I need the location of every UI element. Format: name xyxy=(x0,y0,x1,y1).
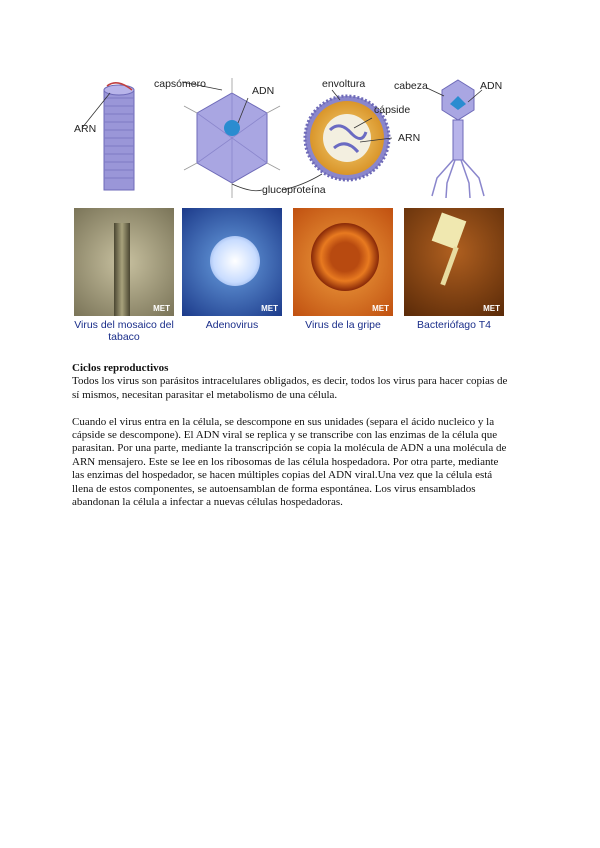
caption-adenovirus: Adenovirus xyxy=(205,319,259,331)
virus-figure xyxy=(72,68,506,360)
bacteriophage-drawing xyxy=(427,80,484,198)
adenovirus-photo xyxy=(182,208,282,316)
caption-tobacco-mosaic: Virus del mosaico del tabaco xyxy=(74,319,174,343)
body-text xyxy=(72,362,512,523)
met-label: MET xyxy=(153,304,170,313)
tobacco-mosaic-photo xyxy=(74,208,174,316)
label-cabeza: cabeza xyxy=(394,80,428,92)
label-glucoproteina: glucoproteína xyxy=(262,184,326,196)
paragraph-1: Todos los virus son parásitos intracelulares obligados, es decir, todos los virus para hacer copias de sí mismos, necesitan parasitar el metabolismo de una célula. xyxy=(72,375,508,401)
label-adn: ADN xyxy=(252,85,275,97)
label-arn-flu: ARN xyxy=(398,132,421,144)
label-arn: ARN xyxy=(74,123,97,135)
section-heading: Ciclos reproductivos xyxy=(72,362,169,374)
caption-bacteriophage: Bacteriófago T4 xyxy=(417,319,491,331)
influenza-photo xyxy=(293,208,393,316)
bacteriophage-photo xyxy=(404,208,504,316)
label-capsomero: capsómero xyxy=(154,78,206,90)
caption-influenza: Virus de la gripe xyxy=(305,319,381,331)
tobacco-mosaic-drawing xyxy=(82,83,134,190)
met-label: MET xyxy=(261,304,278,313)
met-label: MET xyxy=(483,304,500,313)
paragraph-2: Cuando el virus entra en la célula, se descompone en sus unidades (separa el ácido nucleico y la cápside se descompone). El ADN viral se replica y se transcribe con las enzimas de la célula que parasitan. Por una parte, mediante la transcripción se copia la molécula de ADN a una molécula de ARN mensajero. Este se lee en los ribosomas de las célula hospedadora. Por otra parte, mediante las enzimas del hospedador, se hacen múltiples copias del ADN viral.Una vez que la célula está llena de estos componentes, se autoensamblan de forma espontánea. Los virus ensamblados abandonan la célula a infectar a nuevas células hospedadoras. xyxy=(72,415,507,509)
label-adn-phage: ADN xyxy=(480,80,503,92)
met-label: MET xyxy=(372,304,389,313)
label-capside: cápside xyxy=(374,104,411,116)
label-envoltura: envoltura xyxy=(322,78,366,90)
